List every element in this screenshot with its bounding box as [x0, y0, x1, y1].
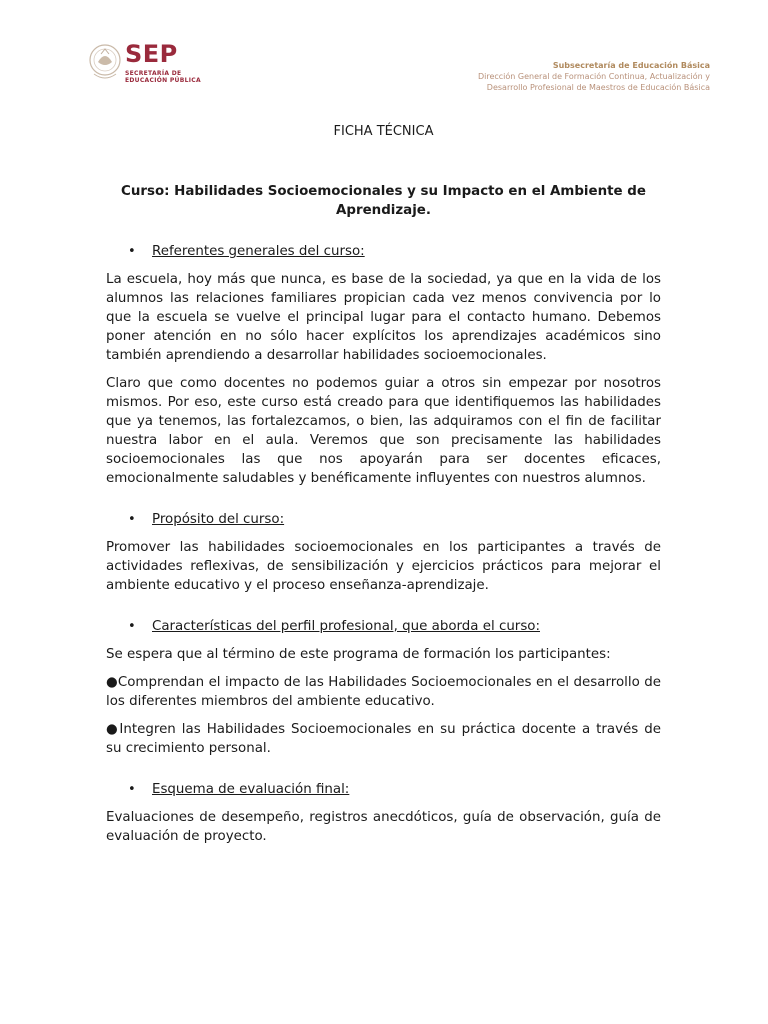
document-title: FICHA TÉCNICA — [333, 124, 434, 139]
header-direccion-line1: Dirección General de Formación Continua, Actualización y — [477, 72, 710, 81]
section-heading-referentes — [106, 242, 661, 261]
course-title: Curso: Habilidades Socioemocionales y su Impacto en el Ambiente de Aprendizaje. — [121, 184, 646, 218]
paragraph: ●Integren las Habilidades Socioemocionales en su práctica docente a través de su crecimiento personal. — [106, 722, 661, 756]
national-seal-icon — [88, 40, 122, 86]
section-label: Referentes generales del curso: — [152, 244, 365, 259]
paragraph: Claro que como docentes no podemos guiar a otros sin empezar por nosotros mismos. Por eso, este curso está creado para que identifiquemos las habilidades que ya tenemos, las fortalezcamos, o bien, las adquiramos con el fin de facilitar nuestra labor en el aula. Veremos que son precisamente las habilidades socioemocionales las que nos apoyarán para ser docentes eficaces, emocionalmente saludables y benéficamente influyentes con nuestros alumnos. — [106, 376, 661, 486]
bullet: • — [128, 512, 136, 527]
section-label: Características del perfil profesional, que aborda el curso: — [152, 619, 540, 634]
page-header — [0, 0, 768, 110]
paragraph: Se espera que al término de este programa de formación los participantes: — [106, 647, 611, 662]
header-right-block — [478, 60, 710, 93]
section-heading-evaluacion — [106, 780, 661, 799]
section-heading-proposito — [106, 510, 661, 529]
header-direccion-line2: Desarrollo Profesional de Maestros de Educación Básica — [486, 83, 710, 92]
section-heading-caracteristicas — [106, 617, 661, 636]
sep-logo-text: SEP — [125, 40, 178, 68]
section-label: Propósito del curso: — [152, 512, 285, 527]
bullet: • — [128, 619, 136, 634]
paragraph: La escuela, hoy más que nunca, es base de la sociedad, ya que en la vida de los alumnos las relaciones familiares propician cada vez menos convivencia por lo que la escuela se vuelve el principal lugar para el contacto humano. Debemos poner atención en no sólo hacer explícitos los aprendizajes académicos sino también aprendiendo a desarrollar habilidades socioemocionales. — [106, 272, 661, 363]
document-body — [106, 118, 661, 846]
paragraph: ●Comprendan el impacto de las Habilidades Socioemocionales en el desarrollo de los diferentes miembros del ambiente educativo. — [106, 675, 661, 709]
paragraph: Promover las habilidades socioemocionales en los participantes a través de actividades reflexivas, de sensibilización y ejercicios prácticos para mejorar el ambiente educativo y el proceso enseñanza-aprendizaje. — [106, 540, 661, 593]
bullet: • — [128, 782, 136, 797]
sep-logo-subtitle-line1: SECRETARÍA DE — [125, 70, 182, 77]
sep-logo — [88, 40, 201, 88]
sep-logo-subtitle — [125, 70, 205, 84]
bullet: • — [128, 244, 136, 259]
section-label: Esquema de evaluación final: — [152, 782, 350, 797]
sep-logo-subtitle-line2: EDUCACIÓN PÚBLICA — [125, 77, 201, 84]
paragraph: Evaluaciones de desempeño, registros anecdóticos, guía de observación, guía de evaluación de proyecto. — [106, 810, 661, 844]
header-subsecretaria: Subsecretaría de Educación Básica — [552, 61, 710, 70]
